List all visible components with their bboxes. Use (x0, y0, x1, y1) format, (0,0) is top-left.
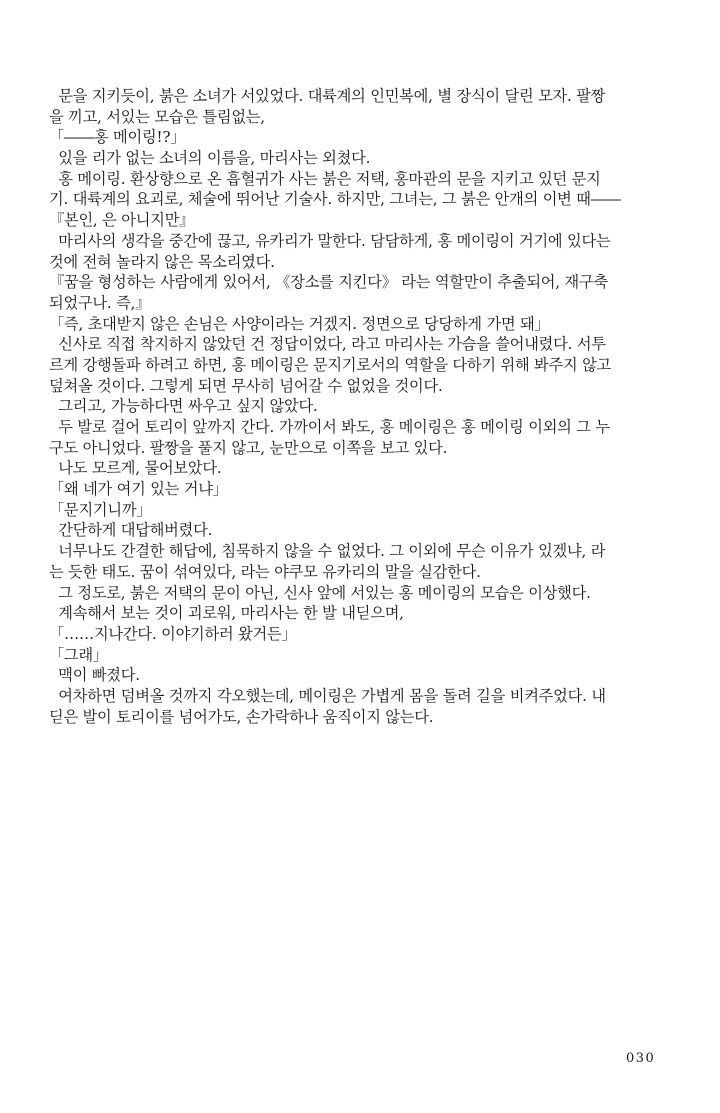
text-line: 「왜 네가 여기 있는 거냐」 (49, 480, 228, 499)
text-line: 되었구나. 즉,』 (49, 293, 151, 312)
text-line: 을 끼고, 서있는 모습은 틀림없는, (49, 107, 265, 126)
text-line: 「……지나간다. 이야기하러 왔거든」 (49, 624, 297, 643)
text-line: 너무나도 간결한 해답에, 침묵하지 않을 수 없었다. 그 이외에 무슨 이유가 있겠냐, 라 (49, 542, 606, 561)
text-line: 「문지기니까」 (49, 500, 152, 519)
text-line: 덮쳐올 것이다. 그렇게 되면 무사히 넘어갈 수 없었을 것이다. (49, 376, 443, 395)
text-line: 「그래」 (49, 645, 108, 664)
text-line: 그리고, 가능하다면 싸우고 싶지 않았다. (49, 397, 318, 416)
text-line: 여차하면 덤벼올 것까지 각오했는데, 메이링은 가볍게 몸을 돌려 길을 비켜주었다. 내 (49, 686, 606, 705)
text-line: 르게 강행돌파 하려고 하면, 홍 메이링은 문지기로서의 역할을 다하기 위해 봐주지 않고 (49, 355, 612, 374)
text-line: 는 듯한 태도. 꿈이 섞여있다, 라는 야쿠모 유카리의 말을 실감한다. (49, 562, 481, 581)
text-line: 계속해서 보는 것이 괴로워, 마리사는 한 발 내딛으며, (49, 604, 404, 623)
text-line: 『본인, 은 아니지만』 (49, 211, 195, 230)
text-line: 맥이 빠졌다. (49, 666, 140, 685)
text-line: 것에 전혀 놀라지 않은 목소리였다. (49, 252, 275, 271)
text-line: 간단하게 대답해버렸다. (49, 521, 213, 540)
text-line: 「――홍 메이링!?」 (49, 128, 186, 147)
text-line: 두 발로 걸어 토리이 앞까지 간다. 가까이서 봐도, 홍 메이링은 홍 메이링 이외의 그 누 (49, 418, 610, 436)
text-line: 문을 지키듯이, 붉은 소녀가 서있었다. 대륙계의 인민복에, 별 장식이 달린 모자. 팔짱 (49, 87, 606, 105)
text-line: 있을 리가 없는 소녀의 이름을, 마리사는 외쳤다. (49, 149, 371, 168)
text-line: 「즉, 초대받지 않은 손님은 사양이라는 거겠지. 정면으로 당당하게 가면 돼」 (49, 314, 550, 333)
text-line: 홍 메이링. 환상향으로 온 흡혈귀가 사는 붉은 저택, 홍마관의 문을 지키고 있던 문지 (49, 169, 601, 188)
text-line: 마리사의 생각을 중간에 끊고, 유카리가 말한다. 담담하게, 홍 메이링이 거기에 있다는 (49, 231, 611, 250)
text-line: 기. 대륙계의 요괴로, 체술에 뛰어난 기술사. 하지만, 그녀는, 그 붉은 안개의 이변 때―― (49, 190, 621, 209)
text-line: 신사로 직접 착지하지 않았던 건 정답이었다, 라고 마리사는 가슴을 쓸어내렸다. 서투 (49, 335, 606, 354)
text-line: 『꿈을 형성하는 사람에게 있어서, 《장소를 지킨다》 라는 역할만이 추출되어, 재구축 (49, 273, 608, 292)
text-line: 그 정도로, 붉은 저택의 문이 아닌, 신사 앞에 서있는 홍 메이링의 모습은 이상했다. (49, 583, 591, 602)
text-line: 딛은 발이 토리이를 넘어가도, 손가락하나 움직이지 않는다. (49, 707, 434, 726)
text-body (49, 86, 699, 727)
text-line: 구도 아니었다. 팔짱을 풀지 않고, 눈만으로 이쪽을 보고 있다. (49, 438, 448, 457)
text-line: 나도 모르게, 물어보았다. (49, 459, 222, 478)
page-number: 030 (626, 1051, 656, 1066)
